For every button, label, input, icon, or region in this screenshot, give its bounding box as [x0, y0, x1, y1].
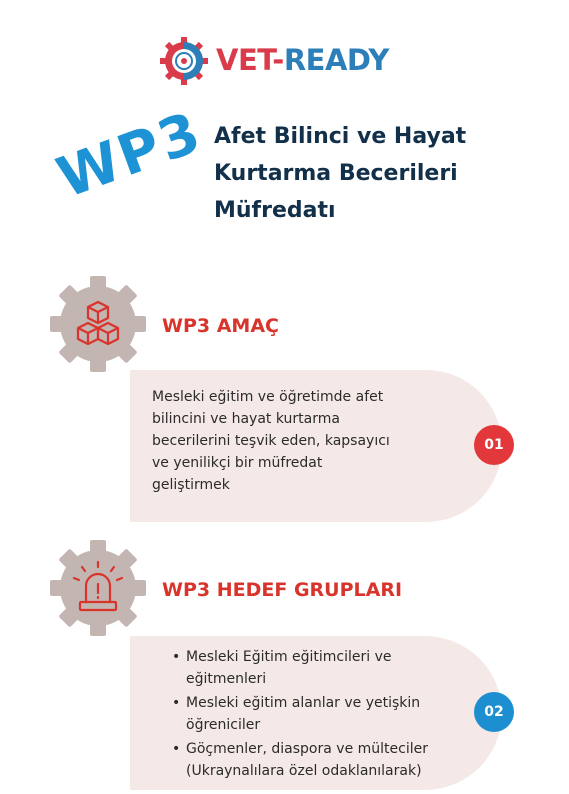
list-line: (Ukraynalılara özel odaklanılarak)	[186, 763, 422, 779]
list-line: öğreniciler	[186, 717, 261, 733]
logo-gear-icon	[160, 37, 208, 85]
list-line: eğitmenleri	[186, 671, 267, 687]
card-line: becerilerini teşvik eden, kapsayıcı	[152, 433, 390, 449]
list-line: • Mesleki eğitim alanlar ve yetişkin	[186, 695, 421, 711]
list-item	[186, 646, 428, 690]
card-line: ve yenilikçi bir müfredat	[152, 455, 323, 471]
page-title	[214, 118, 534, 229]
logo-vet: VET-	[216, 43, 284, 77]
list-line: • Göçmenler, diaspora ve mülteciler	[186, 741, 428, 757]
gear-boxes-icon	[50, 276, 146, 372]
section-title-amac: WP3 AMAÇ	[162, 315, 279, 337]
badge-02: 02	[474, 692, 514, 732]
title-line: Afet Bilinci ve Hayat	[214, 124, 467, 149]
logo-ready: READY	[283, 43, 389, 77]
badge-01: 01	[474, 425, 514, 465]
title-line: Kurtarma Becerileri	[214, 161, 458, 186]
card-hedef-list	[166, 646, 428, 784]
list-line: • Mesleki Eğitim eğitimcileri ve	[186, 649, 392, 665]
card-hedef	[130, 636, 502, 790]
logo	[160, 37, 400, 85]
card-line: geliştirmek	[152, 477, 230, 493]
card-line: Mesleki eğitim ve öğretimde afet	[152, 389, 384, 405]
list-item	[186, 738, 428, 782]
logo-wordmark	[216, 43, 389, 77]
gear-alarm-icon	[50, 540, 146, 636]
wp3-label: WP3	[49, 99, 211, 212]
title-line: Müfredatı	[214, 198, 336, 223]
card-amac-text	[152, 386, 390, 496]
list-item	[186, 692, 428, 736]
section-title-hedef: WP3 HEDEF GRUPLARI	[162, 579, 403, 601]
card-line: bilincini ve hayat kurtarma	[152, 411, 340, 427]
card-amac	[130, 370, 502, 522]
